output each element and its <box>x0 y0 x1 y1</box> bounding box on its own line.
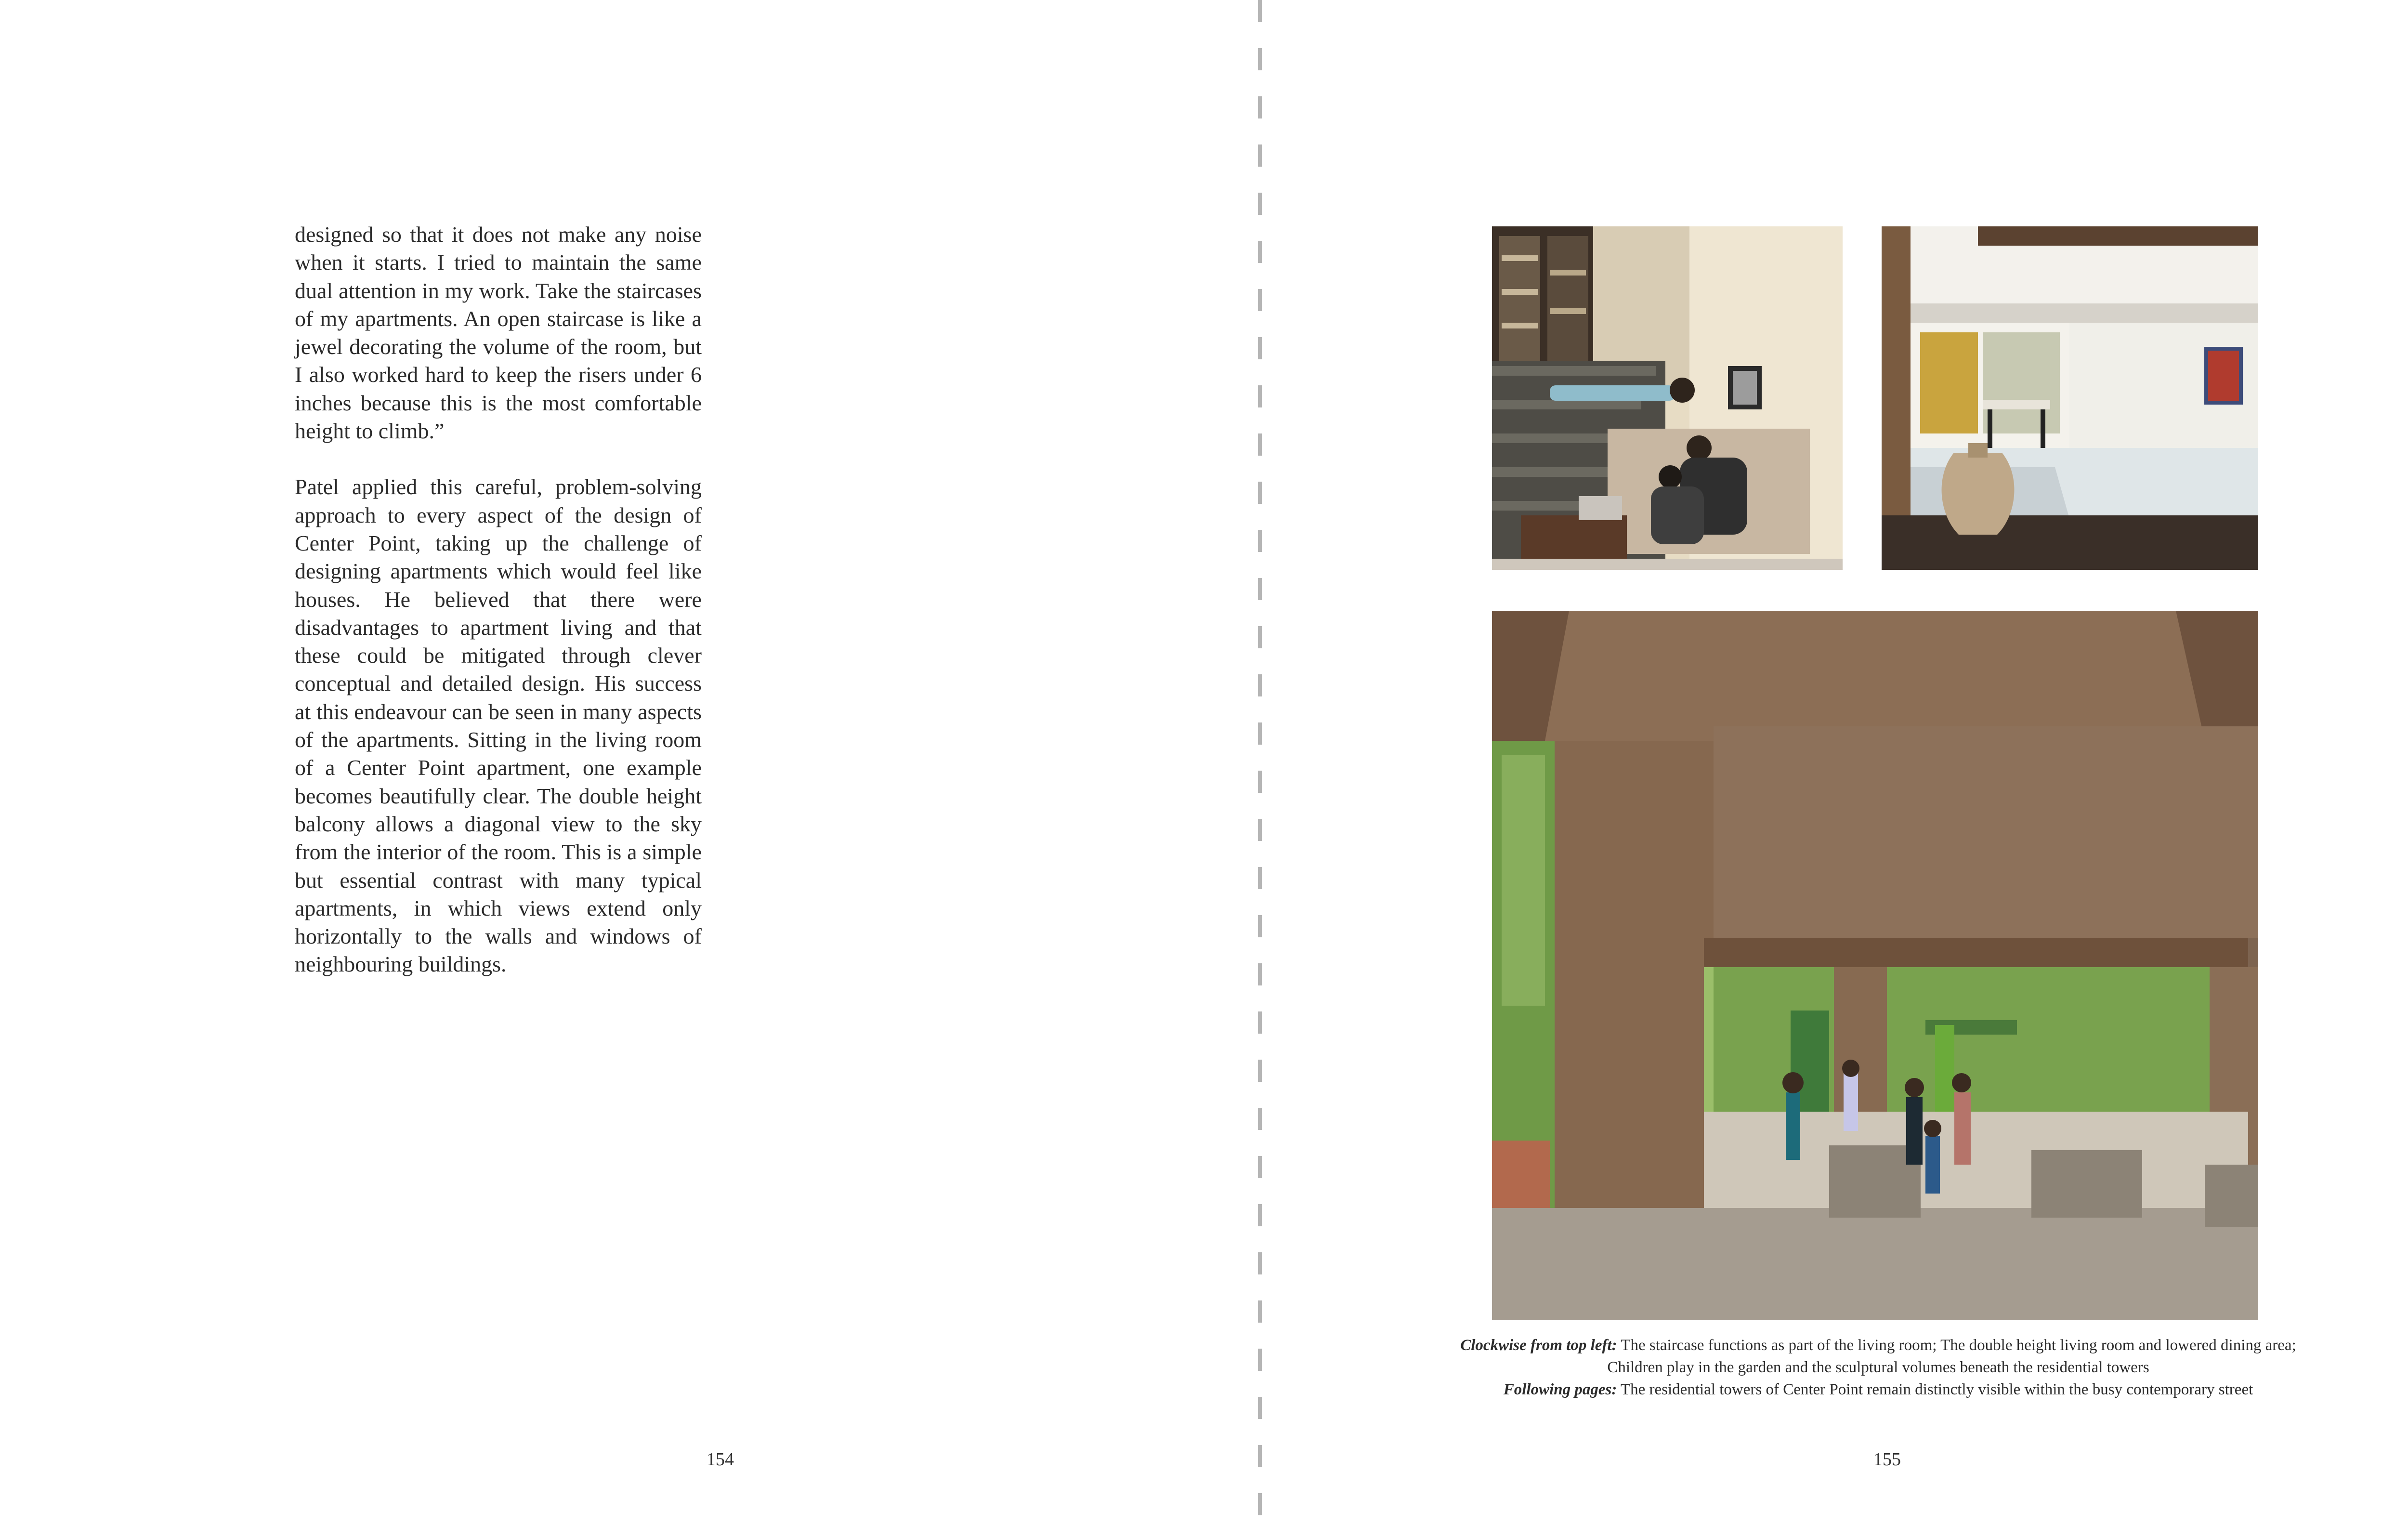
caption-line-1 <box>1387 1334 2369 1356</box>
page-number-left: 154 <box>707 1449 734 1470</box>
caption-line-3 <box>1387 1378 2369 1401</box>
paragraph-2: Patel applied this careful, problem-solving approach to every aspect of the design of Center Point, taking up the challenge of designing apartments which would feel like houses. He believed that there were disadvantages to apartment living and that these could be mitigated through clever conceptual and detailed design. His success at this endeavour can be seen in many aspects of the apartments. Sitting in the living room of a Center Point apartment, one example becomes beautifully clear. The double height balcony allows a diagonal view to the sky from the interior of the room. This is a simple but essential contrast with many typical apartments, in which views extend only horizontally to the walls and windows of neighbouring buildings. <box>295 474 702 977</box>
caption-text-1: The staircase functions as part of the living room; The double height living room and lowered dining area; <box>1617 1337 2296 1354</box>
caption-lead-clockwise: Clockwise from top left: <box>1460 1337 1617 1354</box>
page-number-right: 155 <box>1873 1449 1901 1470</box>
caption-line-2: Children play in the garden and the sculptural volumes beneath the residential towers <box>1607 1359 2149 1376</box>
photo-children-under-towers <box>1492 611 2258 1320</box>
photo-double-height-dining <box>1882 226 2258 570</box>
page-gutter <box>1258 0 1262 1536</box>
body-text <box>295 221 702 1007</box>
photo-caption <box>1387 1334 2369 1401</box>
paragraph-1: designed so that it does not make any noise when it starts. I tried to maintain the same dual attention in my work. Take the staircases of my apartments. An open staircase is like a jewel decorating the volume of the room, but I also worked hard to keep the risers under 6 inches because this is the most comfortable height to climb.” <box>295 222 702 444</box>
caption-lead-following: Following pages: <box>1503 1381 1617 1398</box>
caption-text-3: The residential towers of Center Point remain distinctly visible within the busy contemporary street <box>1617 1381 2253 1398</box>
photo-staircase-living-room <box>1492 226 1843 570</box>
